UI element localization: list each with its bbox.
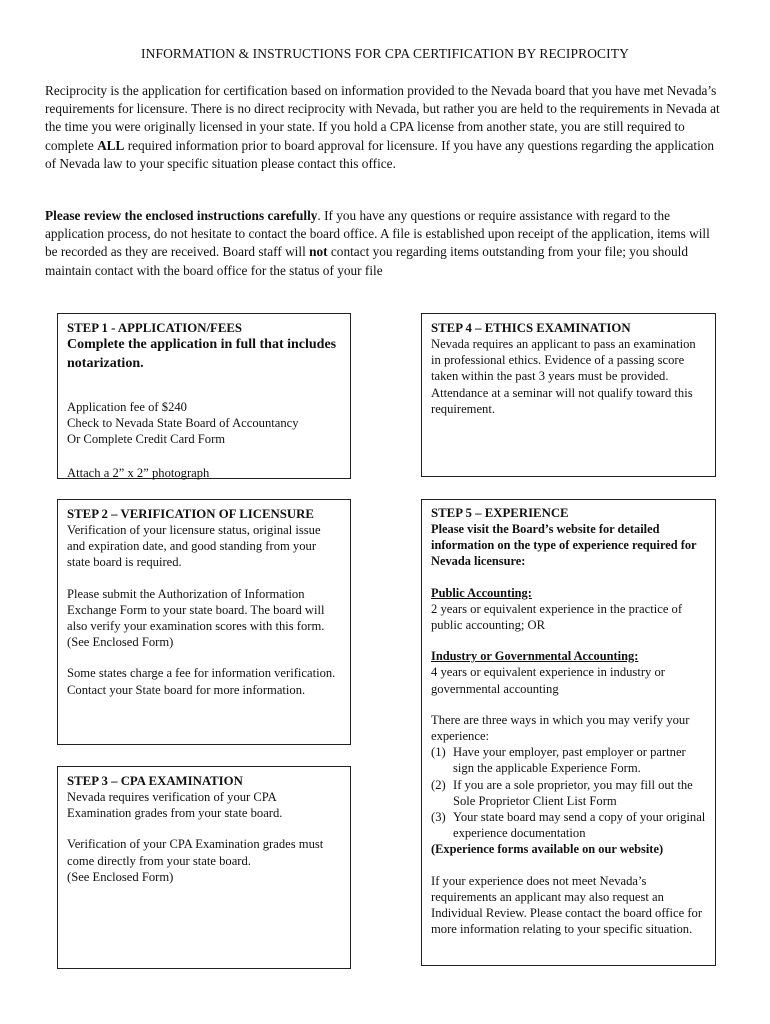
step3-text-requirement: Nevada requires verification of your CPA Examination grades from your state board.	[67, 790, 283, 821]
step1-headline: Complete the application in full that includes notarization.	[67, 337, 337, 371]
step1-box	[57, 313, 351, 479]
step2-text-authorization: Please submit the Authorization of Information Exchange Form to your state board. The board will also verify your examination scores with this form. (See Enclosed Form)	[67, 586, 325, 650]
step3-box	[57, 766, 351, 969]
step2-text-fee: Some states charge a fee for information verification. Contact your State board for more information.	[67, 666, 336, 697]
review-text: . If you have any questions or require assistance with regard to the application process, do not hesitate to contact the board office. A file is established upon receipt of the application, items will be recorded as they are received. Board staff will	[45, 208, 710, 260]
step5-title: STEP 5 – EXPERIENCE	[431, 506, 569, 520]
step5-ways-list	[431, 744, 706, 841]
list-item-number: (3)	[431, 810, 446, 825]
list-item	[431, 744, 706, 776]
step1-fee-line: Application fee of $240	[67, 400, 187, 414]
review-instructions-emphasis: Please review the enclosed instructions carefully	[45, 208, 318, 223]
step5-individual-review-text: If your experience does not meet Nevada’s requirements an applicant may also request an Individual Review. Please contact the board office for more information relating to your specific situation.	[431, 873, 703, 937]
step4-title: STEP 4 – ETHICS EXAMINATION	[431, 321, 631, 335]
step1-check-line: Check to Nevada State Board of Accountancy	[67, 416, 299, 431]
intro-text: Reciprocity is the application for certification based on information provided to the Nevada board that you have met Nevada’s requirements for licensure. There is no direct reciprocity with Nevada, but rather you are held to the requirements in Nevada at the time you were originally licensed in your state. If you hold a CPA license from another state, you are still required to complete	[45, 83, 720, 153]
list-item-number: (2)	[431, 777, 446, 792]
step5-public-accounting-heading: Public Accounting:	[431, 585, 532, 600]
step2-title: STEP 2 – VERIFICATION OF LICENSURE	[67, 507, 314, 521]
list-item-text: Have your employer, past employer or partner sign the applicable Experience Form.	[453, 745, 686, 776]
step3-title: STEP 3 – CPA EXAMINATION	[67, 774, 243, 788]
step2-text-verification: Verification of your licensure status, original issue and expiration date, and good standing from your state board is required.	[67, 523, 321, 570]
step3-text-enclosed-form: (See Enclosed Form)	[67, 869, 174, 884]
step1-photo-line: Attach a 2” x 2” photograph	[67, 465, 210, 480]
step2-box	[57, 499, 351, 745]
page-title: INFORMATION & INSTRUCTIONS FOR CPA CERTIFICATION BY RECIPROCITY	[141, 46, 629, 61]
step1-title: STEP 1 - APPLICATION/FEES	[67, 321, 243, 335]
step5-forms-note: (Experience forms available on our website)	[431, 842, 664, 857]
step1-credit-card-line: Or Complete Credit Card Form	[67, 432, 226, 447]
intro-paragraph-reciprocity	[45, 82, 725, 173]
intro-paragraph-review	[45, 207, 725, 280]
list-item-text: If you are a sole proprietor, you may fill out the Sole Proprietor Client List Form	[453, 777, 693, 808]
step5-industry-accounting-text: 4 years or equivalent experience in industry or governmental accounting	[431, 665, 665, 696]
list-item-number: (1)	[431, 745, 446, 760]
step5-intro: Please visit the Board’s website for detailed information on the type of experience required for Nevada licensure:	[431, 522, 697, 569]
step4-box	[421, 313, 716, 477]
step5-ways-intro: There are three ways in which you may verify your experience:	[431, 712, 690, 744]
intro-emphasis-all: ALL	[97, 137, 125, 153]
intro-text-continued: required information prior to board approval for licensure. If you have any questions regarding the application of Nevada law to your specific situation please contact this office.	[45, 137, 715, 171]
step5-box	[421, 499, 716, 966]
review-emphasis-not: not	[309, 244, 328, 260]
step5-industry-accounting-heading: Industry or Governmental Accounting:	[431, 649, 639, 664]
step4-text: Nevada requires an applicant to pass an examination in professional ethics. Evidence of a passing score taken within the past 3 years must be provided. Attendance at a seminar will not qualify toward this requirement.	[431, 337, 696, 416]
step3-text-verification: Verification of your CPA Examination grades must come directly from your state board.	[67, 837, 324, 868]
list-item	[431, 809, 706, 841]
list-item-text: Your state board may send a copy of your original experience documentation	[453, 810, 706, 841]
review-text-continued: contact you regarding items outstanding from your file; you should maintain contact with the board office for the status of your file	[45, 244, 689, 278]
list-item	[431, 777, 706, 809]
step5-public-accounting-text: 2 years or equivalent experience in the practice of public accounting; OR	[431, 601, 683, 633]
